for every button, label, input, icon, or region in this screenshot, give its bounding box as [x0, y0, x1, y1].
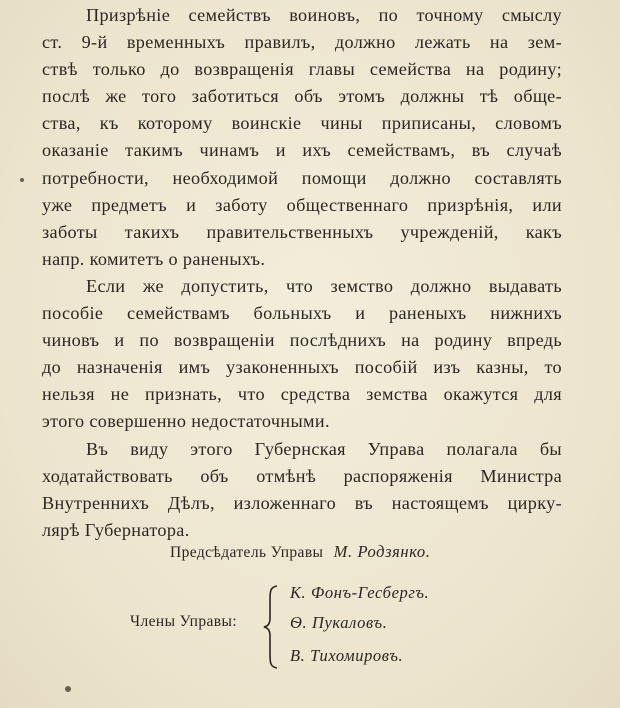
p3-line: ходатайствовать объ отмѣнѣ распоряженія Министра	[42, 465, 562, 486]
members-label: Члены Управы:	[130, 613, 238, 630]
member-name: Ѳ. Пукаловъ.	[290, 613, 388, 632]
ink-dot	[65, 686, 71, 692]
p1-line: заботы такихъ правительственныхъ учрежденій, какъ	[42, 221, 562, 242]
p3-line: Въ виду этого Губернская Управа полагала бы	[86, 438, 562, 459]
p2-line: нельзя не признать, что средства земства окажутся для	[42, 384, 562, 405]
p1-line: ст. 9-й временныхъ правилъ, должно лежать на зем-	[42, 32, 562, 53]
p1-line: потребности, необходимой помощи должно составлять	[42, 167, 562, 188]
p2-line: пособіе семействамъ больныхъ и раненыхъ нижнихъ	[42, 303, 562, 324]
p2-line: этого совершенно недостаточными.	[42, 411, 330, 432]
p3-line: Внутреннихъ Дѣлъ, изложеннаго въ настоящемъ цирку-	[42, 492, 562, 513]
chairman-name: М. Родзянко.	[333, 542, 431, 561]
body-text	[42, 2, 562, 544]
p1-line: ства, къ которому воинскіе чины приписаны, словомъ	[42, 113, 562, 134]
p1-line: Призрѣніе семействъ воиновъ, по точному смыслу	[86, 5, 562, 25]
p3-line: лярѣ Губернатора.	[42, 519, 190, 540]
chairman-label: Предсѣдатель Управы	[170, 544, 324, 561]
ink-dot	[20, 178, 24, 182]
p2-line: чиновъ и по возвращеніи послѣднихъ на родину впредь	[42, 330, 562, 351]
p1-line: послѣ же того заботиться объ этомъ должны тѣ обще-	[42, 86, 562, 107]
p2-line: до назначенія имъ узаконенныхъ пособій изъ казны, то	[42, 357, 562, 378]
curly-brace-icon	[262, 584, 282, 670]
member-name: В. Тихомировъ.	[290, 646, 404, 665]
p1-line: уже предметъ и заботу общественнаго призрѣнія, или	[42, 194, 562, 215]
p1-line: ствѣ только до возвращенія главы семейства на родину;	[42, 59, 562, 80]
p1-line: напр. комитетъ о раненыхъ.	[42, 248, 266, 269]
chairman-signature	[170, 542, 430, 562]
p2-line: Если же допустить, что земство должно выдавать	[86, 275, 562, 296]
member-name: К. Фонъ-Гесбергъ.	[290, 583, 430, 602]
p1-line: оказаніе такимъ чинамъ и ихъ семействамъ, въ случаѣ	[42, 140, 562, 161]
